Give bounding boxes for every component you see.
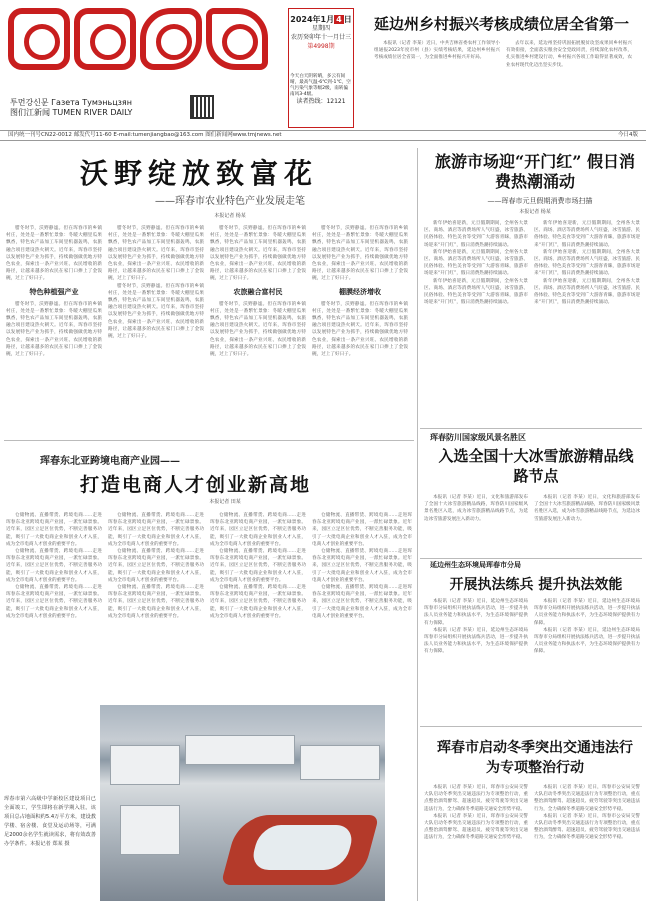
lead-body-2: 腊冬时节，沃野静谧。但在珲春市的乡镇村庄，处处是一番繁忙景象：冬暖大棚里瓜果飘香，特色农产品加工车间里机器轰鸣，农旅融合项目建设热火朝天。近年来，珲春市坚持以发展特色产业为抓手，持续做强做优地方特色农业，探索出一条产业兴旺、农民增收的新路径，让越来越多的农民在家门口捧上了金饭碗，过上了好日子。 [108, 226, 204, 282]
story6-body-1: 本报讯（记者 李某）近日，珲春市公安局交警大队启动冬季突出交通违法行为专项整治行动，重点整治酒驾醉驾、超速超员、疲劳驾驶等突出交通违法行为，全力确保冬季道路交通安全形势平稳。 [424, 785, 528, 812]
story2-body-1c: 新年伊始喜迎新，元旦假期期间，全州各大景区、商场、酒店等消费场所人气旺盛，冰雪旅游、民俗体验、特色美食等受到广大游客青睐，旅游市场迎来“开门红”，假日消费热潮持续涌动。 [424, 278, 528, 306]
story3-title[interactable]: 入选全国十大冰雪旅游精品线路节点 [438, 447, 634, 485]
weather-text: 今天白天阴转晴，多云有间晴，最高气温-6℃到-1℃，空气污染气象等级2级，南转偏南风3-4级。 [290, 74, 351, 97]
story4-body-2c: 仓储物流、直播带货、跨境电商……走进珲春东北亚跨境电商产业园，一派忙碌景象。近年来，园区立足区位优势，不断完善服务功能，吸引了一大批电商企业和创业人才入驻，成为全市电商人才创业的重要平台。 [108, 585, 204, 619]
masthead-subtitle [10, 98, 132, 118]
story6-body-2: 本报讯（记者 李某）近日，珲春市公安局交警大队启动冬季突出交通违法行为专项整治行动，重点整治酒驾醉驾、超速超员、疲劳驾驶等突出交通违法行为，全力确保冬季道路交通安全形势平稳。 [534, 785, 640, 812]
school-aerial-photo [100, 705, 385, 901]
photo-caption: 珲春市第六高级中学新校区建设项目已全面竣工，学生即将在新学期入驻。该项目总占地面积约5.4万平方米，建设教学楼、宿舍楼、食堂及运动场等，可满足2000余名学生就读需求，将有效改善办学条件。本报记者 郑某 摄 [4, 796, 96, 847]
story2-body-2b: 新年伊始喜迎新，元旦假期期间，全州各大景区、商场、酒店等消费场所人气旺盛，冰雪旅游、民俗体验、特色美食等受到广大游客青睐，旅游市场迎来“开门红”，假日消费热潮持续涌动。 [534, 249, 640, 277]
info-bar-right: 今日4版 [618, 132, 638, 138]
lead-body-3: 腊冬时节，沃野静谧。但在珲春市的乡镇村庄，处处是一番繁忙景象：冬暖大棚里瓜果飘香，特色农产品加工车间里机器轰鸣，农旅融合项目建设热火朝天。近年来，珲春市坚持以发展特色产业为抓手，持续做强做优地方特色农业，探索出一条产业兴旺、农民增收的新路径，让越来越多的农民在家门口捧上了金饭碗，过上了好日子。 [210, 226, 306, 282]
lead-body-1b: 腊冬时节，沃野静谧。但在珲春市的乡镇村庄，处处是一番繁忙景象：冬暖大棚里瓜果飘香，特色农产品加工车间里机器轰鸣，农旅融合项目建设热火朝天。近年来，珲春市坚持以发展特色产业为抓手，持续做强做优地方特色农业，探索出一条产业兴旺、农民增收的新路径，让越来越多的农民在家门口捧上了金饭碗，过上了好日子。 [6, 301, 102, 358]
story2-body-2: 新年伊始喜迎新，元旦假期期间，全州各大景区、商场、酒店等消费场所人气旺盛，冰雪旅游、民俗体验、特色美食等受到广大游客青睐，旅游市场迎来“开门红”，假日消费热潮持续涌动。 [534, 221, 640, 248]
lead-col-3 [210, 225, 306, 435]
story5-col-1 [424, 598, 528, 722]
story6-col-2 [534, 784, 640, 898]
lead-body-4: 腊冬时节，沃野静谧。但在珲春市的乡镇村庄，处处是一番繁忙景象：冬暖大棚里瓜果飘香，特色农产品加工车间里机器轰鸣，农旅融合项目建设热火朝天。近年来，珲春市坚持以发展特色产业为抓手，持续做强做优地方特色农业，探索出一条产业兴旺、农民增收的新路径，让越来越多的农民在家门口捧上了金饭碗，过上了好日子。 [312, 226, 408, 282]
lead-col-2 [108, 225, 204, 435]
story4-body-4: 仓储物流、直播带货、跨境电商……走进珲春东北亚跨境电商产业园，一派忙碌景象。近年来，园区立足区位优势，不断完善服务功能，吸引了一大批电商企业和创业人才入驻，成为全市电商人才创业的重要平台。 [312, 513, 412, 547]
masthead [0, 0, 646, 130]
weekday: 星期四 [311, 25, 330, 32]
story5-body-1b: 本报讯（记者 李某）近日，延边州生态环境局珲春市分局组织开展执法练兵活动，进一步提升执法人员业务能力和执法水平，为生态环境保护提供有力保障。 [424, 627, 528, 655]
story2-title[interactable]: 旅游市场迎“开门红” 假日消费热潮涌动 [435, 152, 635, 191]
masthead-sub-english: 图们江新闻 TUMEN RIVER DAILY [10, 108, 133, 117]
qr-code-icon[interactable] [190, 95, 214, 119]
story6-col-1 [424, 784, 528, 898]
lead-col-4 [312, 225, 408, 435]
lead-subtitle: ——珲春市农业特色产业发展走笔 [155, 196, 305, 207]
newspaper-logo [8, 8, 280, 88]
story4-body-1c: 仓储物流、直播带货、跨境电商……走进珲春东北亚跨境电商产业园，一派忙碌景象。近年来，园区立足区位优势，不断完善服务功能，吸引了一大批电商企业和创业人才入驻，成为全市电商人才创业的重要平台。 [6, 585, 102, 619]
story5-col-2 [534, 598, 640, 722]
date-unit: 日 [343, 15, 352, 24]
top-news [374, 14, 640, 69]
story4-body-1b: 仓储物流、直播带货、跨境电商……走进珲春东北亚跨境电商产业园，一派忙碌景象。近年来，园区立足区位优势，不断完善服务功能，吸引了一大批电商企业和创业人才入驻，成为全市电商人才创业的重要平台。 [6, 549, 102, 583]
story6-body-1b: 本报讯（记者 李某）近日，珲春市公安局交警大队启动冬季突出交通违法行为专项整治行动，重点整治酒驾醉驾、超速超员、疲劳驾驶等突出交通违法行为，全力确保冬季道路交通安全形势平稳。 [424, 813, 528, 841]
story4-body-2b: 仓储物流、直播带货、跨境电商……走进珲春东北亚跨境电商产业园，一派忙碌景象。近年来，园区立足区位优势，不断完善服务功能，吸引了一大批电商企业和创业人才入驻，成为全市电商人才创业的重要平台。 [108, 549, 204, 583]
story3-col-2 [534, 494, 640, 560]
date-month: 1 [320, 15, 327, 24]
lead-title[interactable]: 沃野绽放致富花 [80, 157, 319, 190]
story4-col-4 [312, 512, 412, 702]
story4-kicker: 珲春东北亚跨境电商产业园—— [40, 456, 180, 467]
lead-body-2b: 腊冬时节，沃野静谧。但在珲春市的乡镇村庄，处处是一番繁忙景象：冬暖大棚里瓜果飘香，特色农产品加工车间里机器轰鸣，农旅融合项目建设热火朝天。近年来，珲春市坚持以发展特色产业为抓手，持续做强做优地方特色农业，探索出一条产业兴旺、农民增收的新路径，让越来越多的农民在家门口捧上了金饭碗，过上了好日子。 [108, 283, 204, 340]
story4-body-3c: 仓储物流、直播带货、跨境电商……走进珲春东北亚跨境电商产业园，一派忙碌景象。近年来，园区立足区位优势，不断完善服务功能，吸引了一大批电商企业和创业人才入驻，成为全市电商人才创业的重要平台。 [210, 585, 306, 619]
lead-body-4b: 腊冬时节，沃野静谧。但在珲春市的乡镇村庄，处处是一番繁忙景象：冬暖大棚里瓜果飘香，特色农产品加工车间里机器轰鸣，农旅融合项目建设热火朝天。近年来，珲春市坚持以发展特色产业为抓手，持续做强做优地方特色农业，探索出一条产业兴旺、农民增收的新路径，让越来越多的农民在家门口捧上了金饭碗，过上了好日子。 [312, 301, 408, 358]
lead-body-1: 腊冬时节，沃野静谧。但在珲春市的乡镇村庄，处处是一番繁忙景象：冬暖大棚里瓜果飘香，特色农产品加工车间里机器轰鸣，农旅融合项目建设热火朝天。近年来，珲春市坚持以发展特色产业为抓手，持续做强做优地方特色农业，探索出一条产业兴旺、农民增收的新路径，让越来越多的农民在家门口捧上了金饭碗，过上了好日子。 [6, 226, 102, 282]
story4-body-3b: 仓储物流、直播带货、跨境电商……走进珲春东北亚跨境电商产业园，一派忙碌景象。近年来，园区立足区位优势，不断完善服务功能，吸引了一大批电商企业和创业人才入驻，成为全市电商人才创业的重要平台。 [210, 549, 306, 583]
issue-number: 第4998期 [307, 43, 335, 50]
story4-body-2: 仓储物流、直播带货、跨境电商……走进珲春东北亚跨境电商产业园，一派忙碌景象。近年来，园区立足区位优势，不断完善服务功能，吸引了一大批电商企业和创业人才入驻，成为全市电商人才创业的重要平台。 [108, 513, 204, 547]
story4-col-2 [108, 512, 204, 702]
lunar-date: 农历癸卯年十一月廿三 [290, 34, 351, 41]
date-line: 2024年1月 4 日 [290, 15, 352, 24]
story5-body-2: 本报讯（记者 李某）近日，延边州生态环境局珲春市分局组织开展执法练兵活动，进一步提升执法人员业务能力和执法水平，为生态环境保护提供有力保障。 [534, 599, 640, 626]
story6-body-2b: 本报讯（记者 李某）近日，珲春市公安局交警大队启动冬季突出交通违法行为专项整治行动，重点整治酒驾醉驾、超速超员、疲劳驾驶等突出交通违法行为，全力确保冬季道路交通安全形势平稳。 [534, 813, 640, 841]
hotline: 读者热线：12121 [296, 98, 346, 105]
lead-section-c: 棚膜经济增收 [339, 287, 381, 296]
story2-subtitle: ——珲春市元旦假期消费市场扫描 [487, 197, 593, 205]
story4-col-1 [6, 512, 102, 702]
story5-body-2b: 本报讯（记者 李某）近日，延边州生态环境局珲春市分局组织开展执法练兵活动，进一步提升执法人员业务能力和执法水平，为生态环境保护提供有力保障。 [534, 627, 640, 655]
date-box [288, 8, 354, 128]
date-year: 2024年 [290, 15, 321, 24]
story5-title[interactable]: 开展执法练兵 提升执法效能 [449, 577, 623, 593]
lead-body-3b: 腊冬时节，沃野静谧。但在珲春市的乡镇村庄，处处是一番繁忙景象：冬暖大棚里瓜果飘香，特色农产品加工车间里机器轰鸣，农旅融合项目建设热火朝天。近年来，珲春市坚持以发展特色产业为抓手，持续做强做优地方特色农业，探索出一条产业兴旺、农民增收的新路径，让越来越多的农民在家门口捧上了金饭碗，过上了好日子。 [210, 301, 306, 358]
story2-col-1 [424, 220, 528, 425]
story3-body-2: 本报讯（记者 李某）近日，文化和旅游部发布了全国十大冰雪旅游精品线路，珲春防川国家级风景名胜区入选，成为冰雪旅游精品线路节点，为延边冰雪旅游发展注入新动力。 [534, 495, 640, 522]
story2-body-1: 新年伊始喜迎新，元旦假期期间，全州各大景区、商场、酒店等消费场所人气旺盛，冰雪旅游、民俗体验、特色美食等受到广大游客青睐，旅游市场迎来“开门红”，假日消费热潮持续涌动。 [424, 221, 528, 248]
story5-kicker: 延边州生态环境局珲春市分局 [430, 560, 521, 569]
story3-kicker: 珲春防川国家级风景名胜区 [430, 432, 526, 442]
story4-col-3 [210, 512, 306, 702]
story5-body-1: 本报讯（记者 李某）近日，延边州生态环境局珲春市分局组织开展执法练兵活动，进一步提升执法人员业务能力和执法水平，为生态环境保护提供有力保障。 [424, 599, 528, 626]
lead-col-1 [6, 225, 102, 435]
lead-section-a: 特色种植强产业 [29, 287, 79, 296]
info-bar-left: 国内统一刊号CN22-0012 邮发代号11-60 E-mail:tumenjiangbao@163.com 图们新闻网www.tmjnews.net [8, 132, 282, 138]
story4-body-3: 仓储物流、直播带货、跨境电商……走进珲春东北亚跨境电商产业园，一派忙碌景象。近年来，园区立足区位优势，不断完善服务功能，吸引了一大批电商企业和创业人才入驻，成为全市电商人才创业的重要平台。 [210, 513, 306, 547]
story4-body-4b: 仓储物流、直播带货、跨境电商……走进珲春东北亚跨境电商产业园，一派忙碌景象。近年来，园区立足区位优势，不断完善服务功能，吸引了一大批电商企业和创业人才入驻，成为全市电商人才创业的重要平台。 [312, 549, 412, 583]
story2-col-2 [534, 220, 640, 425]
date-day: 4 [336, 15, 342, 24]
top-news-para-2: 去年以来，延边州坚持巩固拓展脱贫攻坚成果同乡村振兴有效衔接，全面落实粮食安全党政同责，持续深化农村改革，扎实推进乡村建设行动，乡村振兴各项工作取得显著成效，农业农村现代化迈出坚实步伐。 [506, 41, 632, 68]
info-bar [0, 130, 646, 141]
story4-body-1: 仓储物流、直播带货、跨境电商……走进珲春东北亚跨境电商产业园，一派忙碌景象。近年来，园区立足区位优势，不断完善服务功能，吸引了一大批电商企业和创业人才入驻，成为全市电商人才创业的重要平台。 [6, 513, 102, 547]
story2-body-1b: 新年伊始喜迎新，元旦假期期间，全州各大景区、商场、酒店等消费场所人气旺盛，冰雪旅游、民俗体验、特色美食等受到广大游客青睐，旅游市场迎来“开门红”，假日消费热潮持续涌动。 [424, 249, 528, 277]
lead-byline: 本报记者 杨某 [214, 213, 246, 219]
story4-body-4c: 仓储物流、直播带货、跨境电商……走进珲春东北亚跨境电商产业园，一派忙碌景象。近年来，园区立足区位优势，不断完善服务功能，吸引了一大批电商企业和创业人才入驻，成为全市电商人才创业的重要平台。 [312, 585, 412, 619]
story6-title[interactable]: 珲春市启动冬季突出交通违法行为专项整治行动 [437, 740, 633, 776]
story2-body-2c: 新年伊始喜迎新，元旦假期期间，全州各大景区、商场、酒店等消费场所人气旺盛，冰雪旅游、民俗体验、特色美食等受到广大游客青睐，旅游市场迎来“开门红”，假日消费热潮持续涌动。 [534, 278, 640, 306]
story4-title[interactable]: 打造电商人才创业新高地 [80, 474, 312, 496]
story3-col-1 [424, 494, 528, 560]
masthead-sub-korean: 투먼강신문 Газета Тумэньцзян [10, 98, 132, 107]
top-news-para-1: 本报讯（记者 李某）近日，中共吉林省委农村工作领导小组通报2023年度市州（县）实绩考核结果，延边州乡村振兴考核成绩位居全省第一，为全面推进乡村振兴开好局。 [374, 41, 500, 61]
story2-byline: 本报记者 杨某 [519, 209, 551, 215]
top-news-title[interactable]: 延边州乡村振兴考核成绩位居全省第一 [374, 15, 630, 33]
story3-body-1: 本报讯（记者 李某）近日，文化和旅游部发布了全国十大冰雪旅游精品线路，珲春防川国家级风景名胜区入选，成为冰雪旅游精品线路节点，为延边冰雪旅游发展注入新动力。 [424, 495, 528, 522]
story4-byline: 本报记者 田某 [209, 499, 241, 505]
lead-section-b: 农旅融合富村民 [233, 287, 283, 296]
